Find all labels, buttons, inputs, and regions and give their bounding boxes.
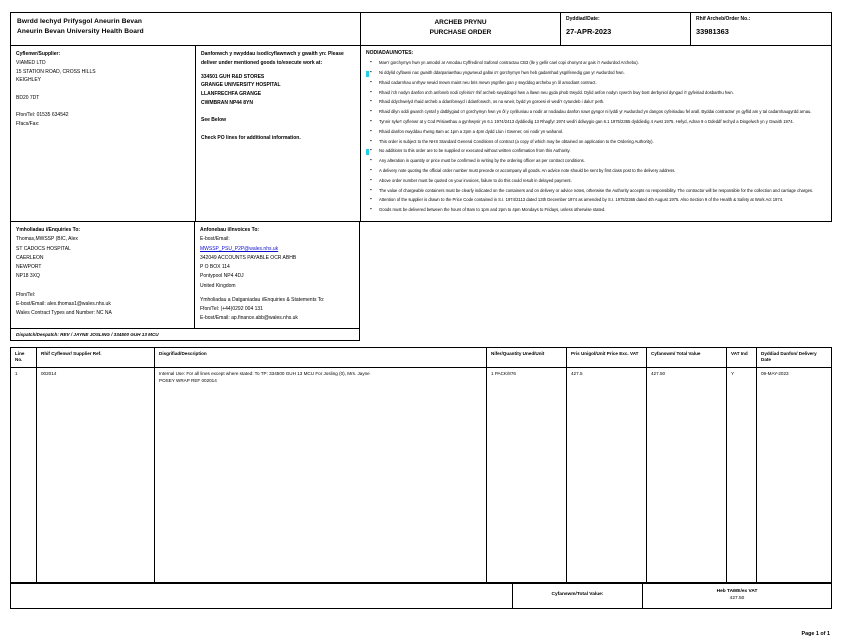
organisation-name-welsh: Bwrdd Iechyd Prifysgol Aneurin Bevan (17, 18, 142, 25)
col-total-value: Cyfanswm/ Total Value (647, 347, 727, 368)
delivery-instruction: Danfonwch y nwyddau isod/cyflawnwch y gwaith yn: Please deliver under mentioned goods to/execute work at: (201, 51, 344, 66)
supplier-block (11, 46, 196, 221)
totals-vat-label: Heb TAWE/ex VAT (716, 589, 758, 595)
enquiries-detail-line: Thomas,MWSSP (BIC, Alex (16, 236, 78, 243)
enquiries-detail-line: NP18 3XQ (16, 273, 40, 280)
enquiries-detail-line (16, 282, 189, 291)
delivery-block (196, 46, 361, 221)
totals-row (10, 583, 832, 609)
address-and-notes-row (10, 46, 832, 222)
note-item: ▪ Ni ddylid cyflawni nac gwaith ddarpariaethau yngwneud gallai o'r gorchymyn hwn heb gadarnhad ysgrifenedig gan yr Awdurdod hwn. (375, 70, 826, 76)
note-item: ▪ A delivery note quoting the official order number must precede or accompany all goods. An advice note should be sent by first class post to the delivery address. (375, 168, 826, 174)
col-description: Disgrifiad/Description (155, 347, 487, 368)
delivery-address-line (201, 108, 355, 117)
note-item: ▪ Rhaid dilyn oddi gwarch cyntaf y datblygiad o'r gorchymyn hwn yn ôl y cynlluniau a nodir ar nodiadau danfon nawr gyngor ni lyddi yr Awdurdod yn dangos cyfeiriadau fel arall. Byddai contractwr yn gyflid am y tal cadarnhaugyrdd arnau. (375, 109, 826, 115)
order-number-label: Rhif Archeb/Order No.: (696, 16, 751, 22)
enquiries-detail-line: Wales Contract Types and Number: NC NA (16, 310, 112, 317)
supplier-address-line (16, 85, 190, 94)
enquiries-detail-line: ST CADOCS HOSPITAL (16, 245, 71, 252)
organisation-block (11, 13, 361, 45)
highlight-marker (366, 149, 369, 155)
note-item: ▪ Goods must be delivered between the hours of 8am to 1pm and 2pm to 4pm Mondays to Fridays, unless otherwise stated. (375, 207, 826, 213)
supplier-address (16, 59, 190, 129)
items-table-header-row (11, 347, 832, 368)
enquiries-block (10, 222, 195, 329)
notes-title: NODIADAU/NOTES: (366, 50, 414, 56)
notes-continuation (360, 222, 832, 329)
delivery-address-line: 334501 GUH R&D STORES (201, 73, 265, 80)
note-item: ▪ Rhaid danfon nwyddau rhwng 8am ac 1pm a 2pm a 4pm dydd Llun i Gwener, oni nodir yn wahanol. (375, 129, 826, 135)
document-header (10, 12, 832, 46)
invoices-address-line: 342049 ACCOUNTS PAYABLE OCR ABHB (200, 254, 297, 261)
invoices-address-line: P O BOX 114 (200, 264, 230, 270)
col-line-no: Line No. (11, 347, 37, 368)
invoices-address (200, 254, 354, 291)
order-date-label: Dyddiad/Date: (566, 16, 600, 22)
supplier-address-line: VIAMED LTD (16, 59, 46, 66)
enquiries-row (10, 222, 832, 329)
delivery-address (201, 73, 355, 143)
supplier-address-line (16, 103, 190, 112)
cell-supplier-ref: 002014 (37, 368, 155, 583)
supplier-address-line: BD20 7DT (16, 94, 40, 101)
invoices-sub-detail-line: Ffon/Tel: (+44)0292 004 131 (200, 306, 263, 312)
invoices-address-line: United Kingdom (200, 282, 236, 289)
highlight-marker (366, 71, 369, 77)
order-date-block (561, 13, 691, 45)
col-delivery-date: Dyddiad Danfon/ Delivery Date (757, 347, 832, 368)
note-item: ▪ Rhaid cadarnhau unrhyw newid mewn maint neu bris mewn ysgrifen gan y swyddog archebu yn ôl amodiant contract. (375, 80, 826, 86)
col-vat-ind: VAT Ind (727, 347, 757, 368)
invoices-email-label: E-bost/Email: (200, 236, 230, 243)
enquiries-detail-line: Ffon/Tel: (16, 291, 36, 298)
purchase-order-document (10, 12, 832, 637)
note-item: ▪ Tynnir sylw'r cyflenwr at y Cod Prisiaethau a gynhwysir yn 6.1 1974/2413 dyddiedig 13 Rhagfyr 1974 wedi'i ddiwygio gan 6.1 1975/2365 dyddiedig 4 Awst 1975. Hefyd, Adran 9 o Ddeddf Iechyd a Diogelwch yn y Gwaith 1974. (375, 119, 826, 125)
title-welsh: ARCHEB PRYNU (434, 19, 487, 26)
invoices-sub-detail-line: E-bost/Email: ap.finance.abb@wales.nhs.uk (200, 315, 298, 322)
cell-delivery-date: 09-MAY-2023 (757, 368, 832, 583)
note-item: ▪ This order is subject to the NHS Standard General Conditions of contract (a copy of which may be obtained on application to the Ordering Authority). (375, 139, 826, 145)
enquiries-details (16, 235, 189, 318)
cell-description (155, 368, 487, 583)
delivery-address-line (201, 125, 355, 134)
notes-list (366, 60, 826, 213)
invoices-sub-title: Ymholiadau a Datganiadau i/Enquiries & Statements To: (200, 296, 325, 303)
delivery-address-line: LLANFRECHFA GRANGE (201, 91, 262, 97)
note-item: ▪ No additions to this order are to be supplied or executed without written confirmation from this Authority. (375, 148, 826, 154)
order-number-value: 33981363 (696, 26, 729, 36)
cell-unit-price: 427.5 (567, 368, 647, 583)
totals-value-block (643, 584, 831, 608)
supplier-title: Cyflenwr/Supplier: (16, 51, 61, 57)
totals-label: Cyfanswm/Total Value: (513, 584, 643, 608)
note-item: ▪ Above order number must be quoted on your invoices, failure to do this could result in delayed payment. (375, 178, 826, 184)
invoices-sub-details (200, 305, 354, 324)
invoices-block (195, 222, 360, 329)
note-item: ▪ Rhaid i'ch nodyn danfon a'ch anfoneb nodi cyfeirio'r rhif archeb swyddogol hwn a llawn neu gyda phob trwydd. Dylid anfon nodyn cywrch bwy bost derbyniol dyngad i'r gyfeiriad dosbarthu hwn. (375, 90, 826, 96)
totals-vat-value: 427.50 (729, 596, 745, 602)
supplier-address-line: Ffon/Tel: 01535 634542 (16, 112, 69, 119)
dispatch-bar: Dispatch/Despatch: REV / JAYNE JOSLING / 334500 GUH 13 MCU (10, 329, 360, 341)
cell-description-main: POSEY WRAP REF 002014 (159, 378, 217, 384)
note-item: ▪ Attention of the supplier is drawn to the Price Code contained in S.I. 1974/2113 dated 13th December 1974 as amended by S.I. 1975/2365 dated 4th August 1975. Also Section 9 of the Health & Safety at Work Act 1974. (375, 197, 826, 203)
cell-line-no: 1 (11, 368, 37, 583)
supplier-address-line: KEIGHLEY (16, 77, 42, 84)
delivery-address-line: Check PO lines for additional information. (201, 134, 301, 141)
cell-vat-ind: Y (727, 368, 757, 583)
totals-spacer (11, 584, 513, 608)
cell-description-note: Internal Use: For all lines except where stated: To TP: 334500 GUH 13 MCU For Josling (0), Mrs. Jayne (159, 371, 370, 377)
cell-total-value: 427.50 (647, 368, 727, 583)
col-quantity: Nifer/Quantity Uned/Unit (487, 347, 567, 368)
note-item: ▪ Any alteration in quantity or price must be confirmed in writing by the ordering officer as per contract conditions. (375, 158, 826, 164)
note-item: ▪ Rhaid ddychwelyd rhaid archeb a ddanfonwyd i ddanfonwch, os na wneir, bydd yn goroesi el wedi'r cytundeb i dalu'r peth. (375, 99, 826, 105)
col-unit-price: Pris Unigol/Unit Price Exc. VAT (567, 347, 647, 368)
enquiries-detail-line: NEWPORT (16, 264, 42, 270)
delivery-address-line: CWMBRAN NP44 8YN (201, 99, 253, 106)
document-title (361, 13, 561, 45)
supplier-address-line: 15 STATION ROAD, CROSS HILLS (16, 68, 96, 75)
col-supplier-ref: Rhif Cyflenwr/ Supplier Ref. (37, 347, 155, 368)
order-number-block (691, 13, 831, 45)
cell-quantity: 1 PACK/876 (487, 368, 567, 583)
invoices-address-line: Pontypool NP4 4DJ (200, 273, 244, 280)
invoices-title: Anfonebau i/Invoices To: (200, 227, 260, 233)
enquiries-detail-line: CAERLEON (16, 254, 44, 261)
enquiries-detail-line: E-bost/Email: alex.thomas1@wales.nhs.uk (16, 301, 111, 307)
supplier-address-line: Ffacs/Fax: (16, 121, 40, 127)
invoices-email-value[interactable]: MWSSP_PSU_P2P@wales.nhs.uk (200, 245, 279, 252)
note-item: ▪ The value of chargeable containers must be clearly indicated on the containers and on delivery or advice notes, otherwise the Authority accepts no responsibility. The contractor will be responsible for the collection and carriage charges. (375, 188, 826, 194)
table-row (11, 368, 832, 583)
items-table (10, 347, 832, 584)
delivery-address-line: GRANGE UNIVERSITY HOSPITAL (201, 82, 281, 89)
page-footer: Page 1 of 1 (801, 631, 830, 637)
note-item: ▪ Mae'r gorchymyn hwn yn amodol ar Amodau Cyffredinol Safonol contractau CB3 (lle y gellir cael copi ohonynt ar gais i'r Awdurdod Archebu). (375, 60, 826, 66)
organisation-name-english: Aneurin Bevan University Health Board (17, 28, 144, 36)
notes-block (361, 46, 831, 221)
delivery-address-line: See Below (201, 117, 227, 124)
order-date-value: 27-APR-2023 (566, 26, 612, 36)
title-english: PURCHASE ORDER (429, 28, 492, 36)
enquiries-title: Ymholiadau i/Enquiries To: (16, 227, 81, 233)
